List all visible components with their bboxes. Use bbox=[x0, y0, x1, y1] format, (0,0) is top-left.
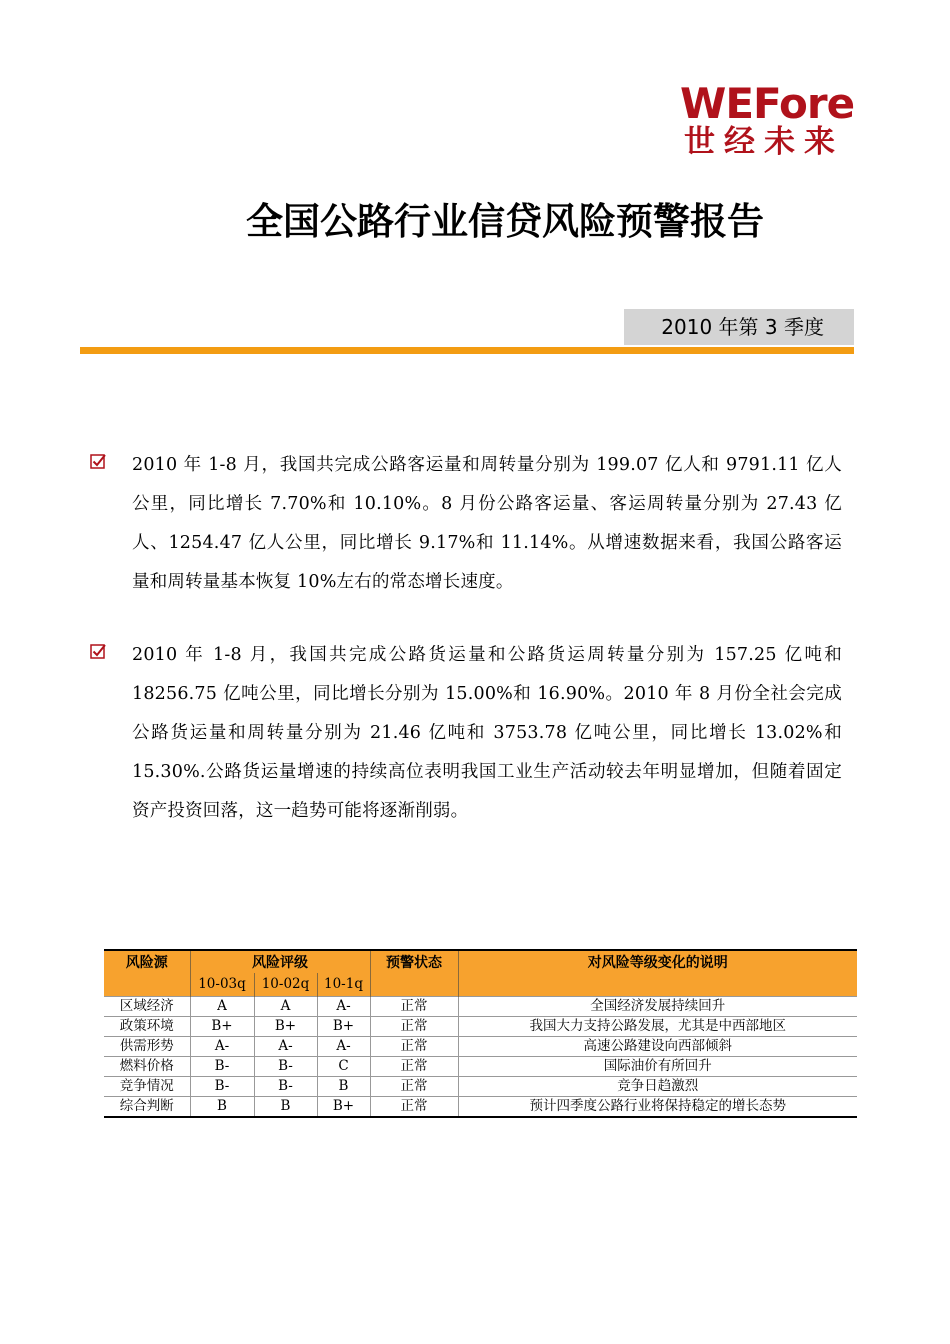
row-explanation: 国际油价有所回升 bbox=[458, 1057, 857, 1077]
row-rating-q2: B bbox=[254, 1097, 317, 1118]
summary-bullet bbox=[90, 636, 842, 831]
row-rating-q3: B- bbox=[190, 1057, 254, 1077]
period-label: 2010 年第 3 季度 bbox=[661, 315, 824, 339]
row-rating-q1: B+ bbox=[317, 1017, 370, 1037]
row-source: 政策环境 bbox=[104, 1017, 190, 1037]
row-rating-q2: A- bbox=[254, 1037, 317, 1057]
row-explanation: 全国经济发展持续回升 bbox=[458, 997, 857, 1017]
header-quarter-3: 10-03q bbox=[190, 973, 254, 997]
header-risk-source: 风险源 bbox=[104, 950, 190, 997]
row-explanation: 我国大力支持公路发展，尤其是中西部地区 bbox=[458, 1017, 857, 1037]
row-source: 竞争情况 bbox=[104, 1077, 190, 1097]
row-rating-q2: B+ bbox=[254, 1017, 317, 1037]
brand-logo bbox=[680, 79, 856, 162]
header-warning-status: 预警状态 bbox=[370, 950, 458, 997]
row-status: 正常 bbox=[370, 1097, 458, 1118]
bullet-text: 2010 年 1-8 月，我国共完成公路货运量和公路货运周转量分别为 157.25 亿吨和 18256.75 亿吨公里，同比增长分别为 15.00%和 16.90%。2010 年 8 月份全社会完成公路货运量和周转量分别为 21.46 亿吨和 3753.78 亿吨公里，同比增长 13.02%和 15.30%.公路货运量增速的持续高位表明我国工业生产活动较去年明显增加，但随着固定资产投资回落，这一趋势可能将逐渐削弱。 bbox=[132, 645, 842, 821]
row-rating-q3: A- bbox=[190, 1037, 254, 1057]
row-rating-q1: B bbox=[317, 1077, 370, 1097]
row-explanation: 预计四季度公路行业将保持稳定的增长态势 bbox=[458, 1097, 857, 1118]
table-row bbox=[104, 1077, 857, 1097]
header-quarter-1: 10-1q bbox=[317, 973, 370, 997]
logo-chinese-text: 世经未来 bbox=[684, 124, 844, 160]
row-rating-q3: B bbox=[190, 1097, 254, 1118]
row-rating-q2: B- bbox=[254, 1077, 317, 1097]
row-rating-q1: B+ bbox=[317, 1097, 370, 1118]
row-rating-q1: A- bbox=[317, 997, 370, 1017]
row-source: 综合判断 bbox=[104, 1097, 190, 1118]
header-quarter-2: 10-02q bbox=[254, 973, 317, 997]
risk-rating-table bbox=[104, 949, 857, 1118]
table-row bbox=[104, 1057, 857, 1077]
row-source: 燃料价格 bbox=[104, 1057, 190, 1077]
row-rating-q3: A bbox=[190, 997, 254, 1017]
row-status: 正常 bbox=[370, 1017, 458, 1037]
header-change-explanation: 对风险等级变化的说明 bbox=[458, 950, 857, 997]
table-row bbox=[104, 997, 857, 1017]
period-banner bbox=[624, 309, 854, 345]
header-risk-rating: 风险评级 bbox=[190, 950, 370, 973]
row-source: 供需形势 bbox=[104, 1037, 190, 1057]
row-rating-q1: A- bbox=[317, 1037, 370, 1057]
table-row bbox=[104, 1097, 857, 1118]
row-rating-q3: B+ bbox=[190, 1017, 254, 1037]
row-rating-q2: A bbox=[254, 997, 317, 1017]
checkbox-checked-icon bbox=[90, 643, 107, 660]
header-divider bbox=[80, 347, 854, 354]
row-rating-q3: B- bbox=[190, 1077, 254, 1097]
row-status: 正常 bbox=[370, 997, 458, 1017]
table-row bbox=[104, 1037, 857, 1057]
row-status: 正常 bbox=[370, 1077, 458, 1097]
row-explanation: 竞争日趋激烈 bbox=[458, 1077, 857, 1097]
table-row bbox=[104, 1017, 857, 1037]
row-source: 区域经济 bbox=[104, 997, 190, 1017]
row-explanation: 高速公路建设向西部倾斜 bbox=[458, 1037, 857, 1057]
row-rating-q2: B- bbox=[254, 1057, 317, 1077]
summary-bullet bbox=[90, 446, 842, 602]
logo-latin-text: WEFore bbox=[680, 79, 855, 128]
row-rating-q1: C bbox=[317, 1057, 370, 1077]
row-status: 正常 bbox=[370, 1037, 458, 1057]
row-status: 正常 bbox=[370, 1057, 458, 1077]
report-title: 全国公路行业信贷风险预警报告 bbox=[246, 200, 764, 243]
bullet-text: 2010 年 1-8 月，我国共完成公路客运量和周转量分别为 199.07 亿人和 9791.11 亿人公里，同比增长 7.70%和 10.10%。8 月份公路客运量、客运周转量分别为 27.43 亿人、1254.47 亿人公里，同比增长 9.17%和 11.14%。从增速数据来看，我国公路客运量和周转量基本恢复 10%左右的常态增长速度。 bbox=[132, 455, 842, 592]
checkbox-checked-icon bbox=[90, 453, 107, 470]
